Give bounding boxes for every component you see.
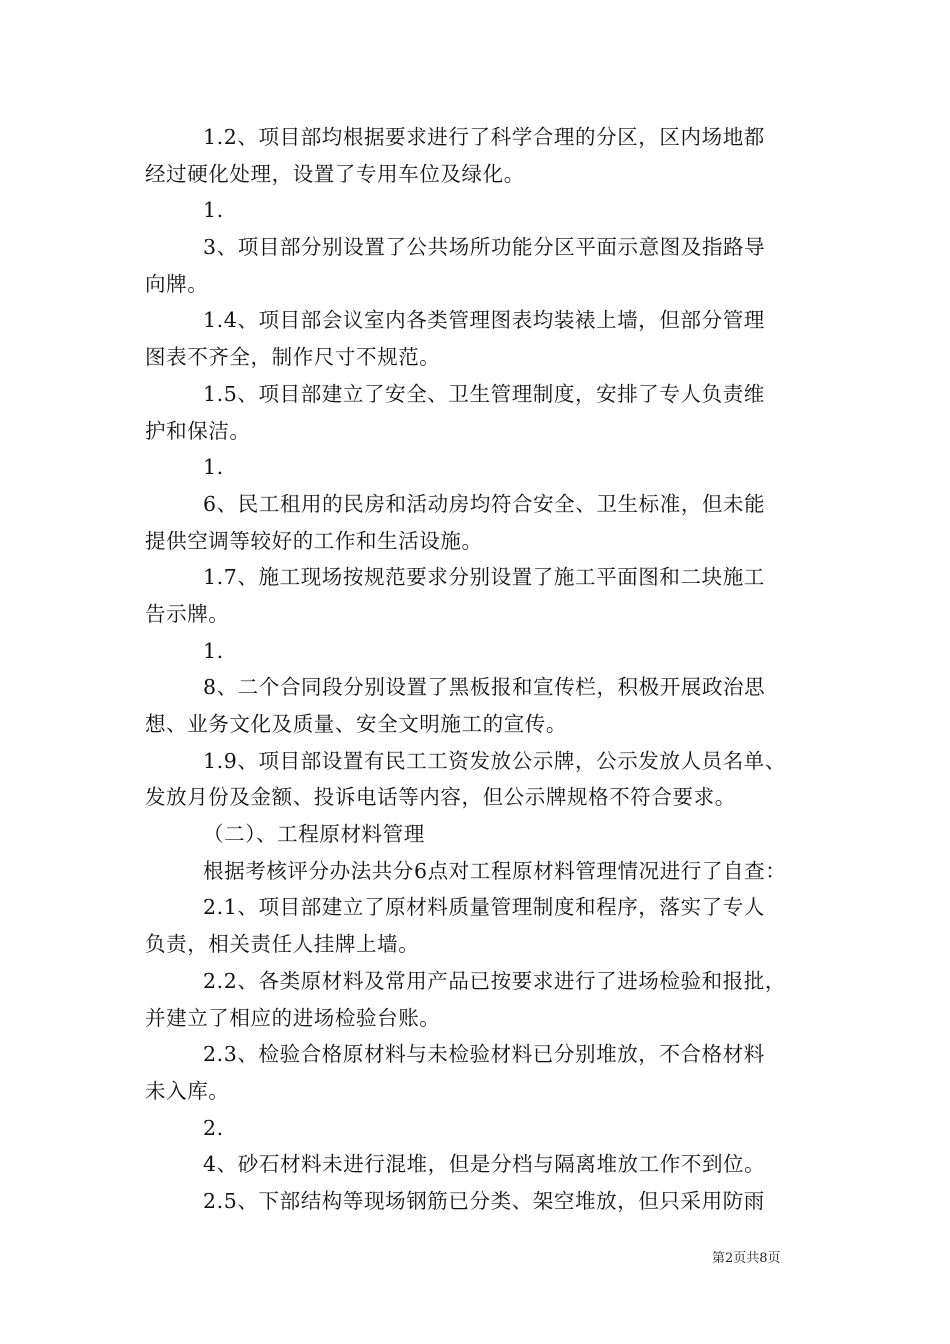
text-line: 2.1、项目部建立了原材料质量管理制度和程序，落实了专人 <box>203 895 765 920</box>
text-line: 1.2、项目部均根据要求进行了科学合理的分区，区内场地都 <box>203 125 765 149</box>
text-line: 2.5、下部结构等现场钢筋已分类、架空堆放，但只采用防雨 <box>203 1188 765 1213</box>
text-line: 根据考核评分办法共分6点对工程原材料管理情况进行了自查： <box>203 858 787 883</box>
page-number-footer: 第2页共8页 <box>712 1251 781 1266</box>
text-line: 8、二个合同段分别设置了黑板报和宣传栏，积极开展政治思 <box>203 675 766 700</box>
text-line: 并建立了相应的进场检验台账。 <box>145 1005 441 1030</box>
text-line: 1. <box>203 198 224 223</box>
text-line: 6、民工租用的民房和活动房均符合安全、卫生标准，但未能 <box>203 491 766 516</box>
text-line: 2. <box>203 1115 224 1140</box>
text-line: 告示牌。 <box>145 601 230 626</box>
text-line: 1.5、项目部建立了安全、卫生管理制度，安排了专人负责维 <box>203 381 765 406</box>
text-line: 发放月份及金额、投诉电话等内容，但公示牌规格不符合要求。 <box>145 785 736 810</box>
text-line: 经过硬化处理，设置了专用车位及绿化。 <box>145 161 525 186</box>
text-line: 负责，相关责任人挂牌上墙。 <box>145 932 420 957</box>
text-line: 向牌。 <box>145 271 209 296</box>
text-line: （二）、工程原材料管理 <box>203 822 425 847</box>
text-line: 2.3、检验合格原材料与未检验材料已分别堆放，不合格材料 <box>203 1042 765 1067</box>
text-line: 3、项目部分别设置了公共场所功能分区平面示意图及指路导 <box>203 235 766 260</box>
text-line: 1. <box>203 455 224 480</box>
text-line: 提供空调等较好的工作和生活设施。 <box>145 528 483 553</box>
text-line: 1.4、项目部会议室内各类管理图表均装裱上墙，但部分管理 <box>203 308 765 333</box>
text-line: 1.7、施工现场按规范要求分别设置了施工平面图和二块施工 <box>203 565 765 590</box>
text-line: 2.2、各类原材料及常用产品已按要求进行了进场检验和报批， <box>203 968 786 993</box>
text-line: 想、业务文化及质量、安全文明施工的宣传。 <box>145 712 567 736</box>
text-line: 1.9、项目部设置有民工工资发放公示牌，公示发放人员名单、 <box>203 748 786 773</box>
text-line: 1. <box>203 638 224 663</box>
text-line: 4、砂石材料未进行混堆，但是分档与隔离堆放工作不到位。 <box>203 1152 766 1177</box>
text-line: 未入库。 <box>145 1078 230 1103</box>
document-body <box>145 119 817 1220</box>
text-line: 图表不齐全，制作尺寸不规范。 <box>145 345 441 370</box>
text-line: 护和保洁。 <box>145 418 251 443</box>
